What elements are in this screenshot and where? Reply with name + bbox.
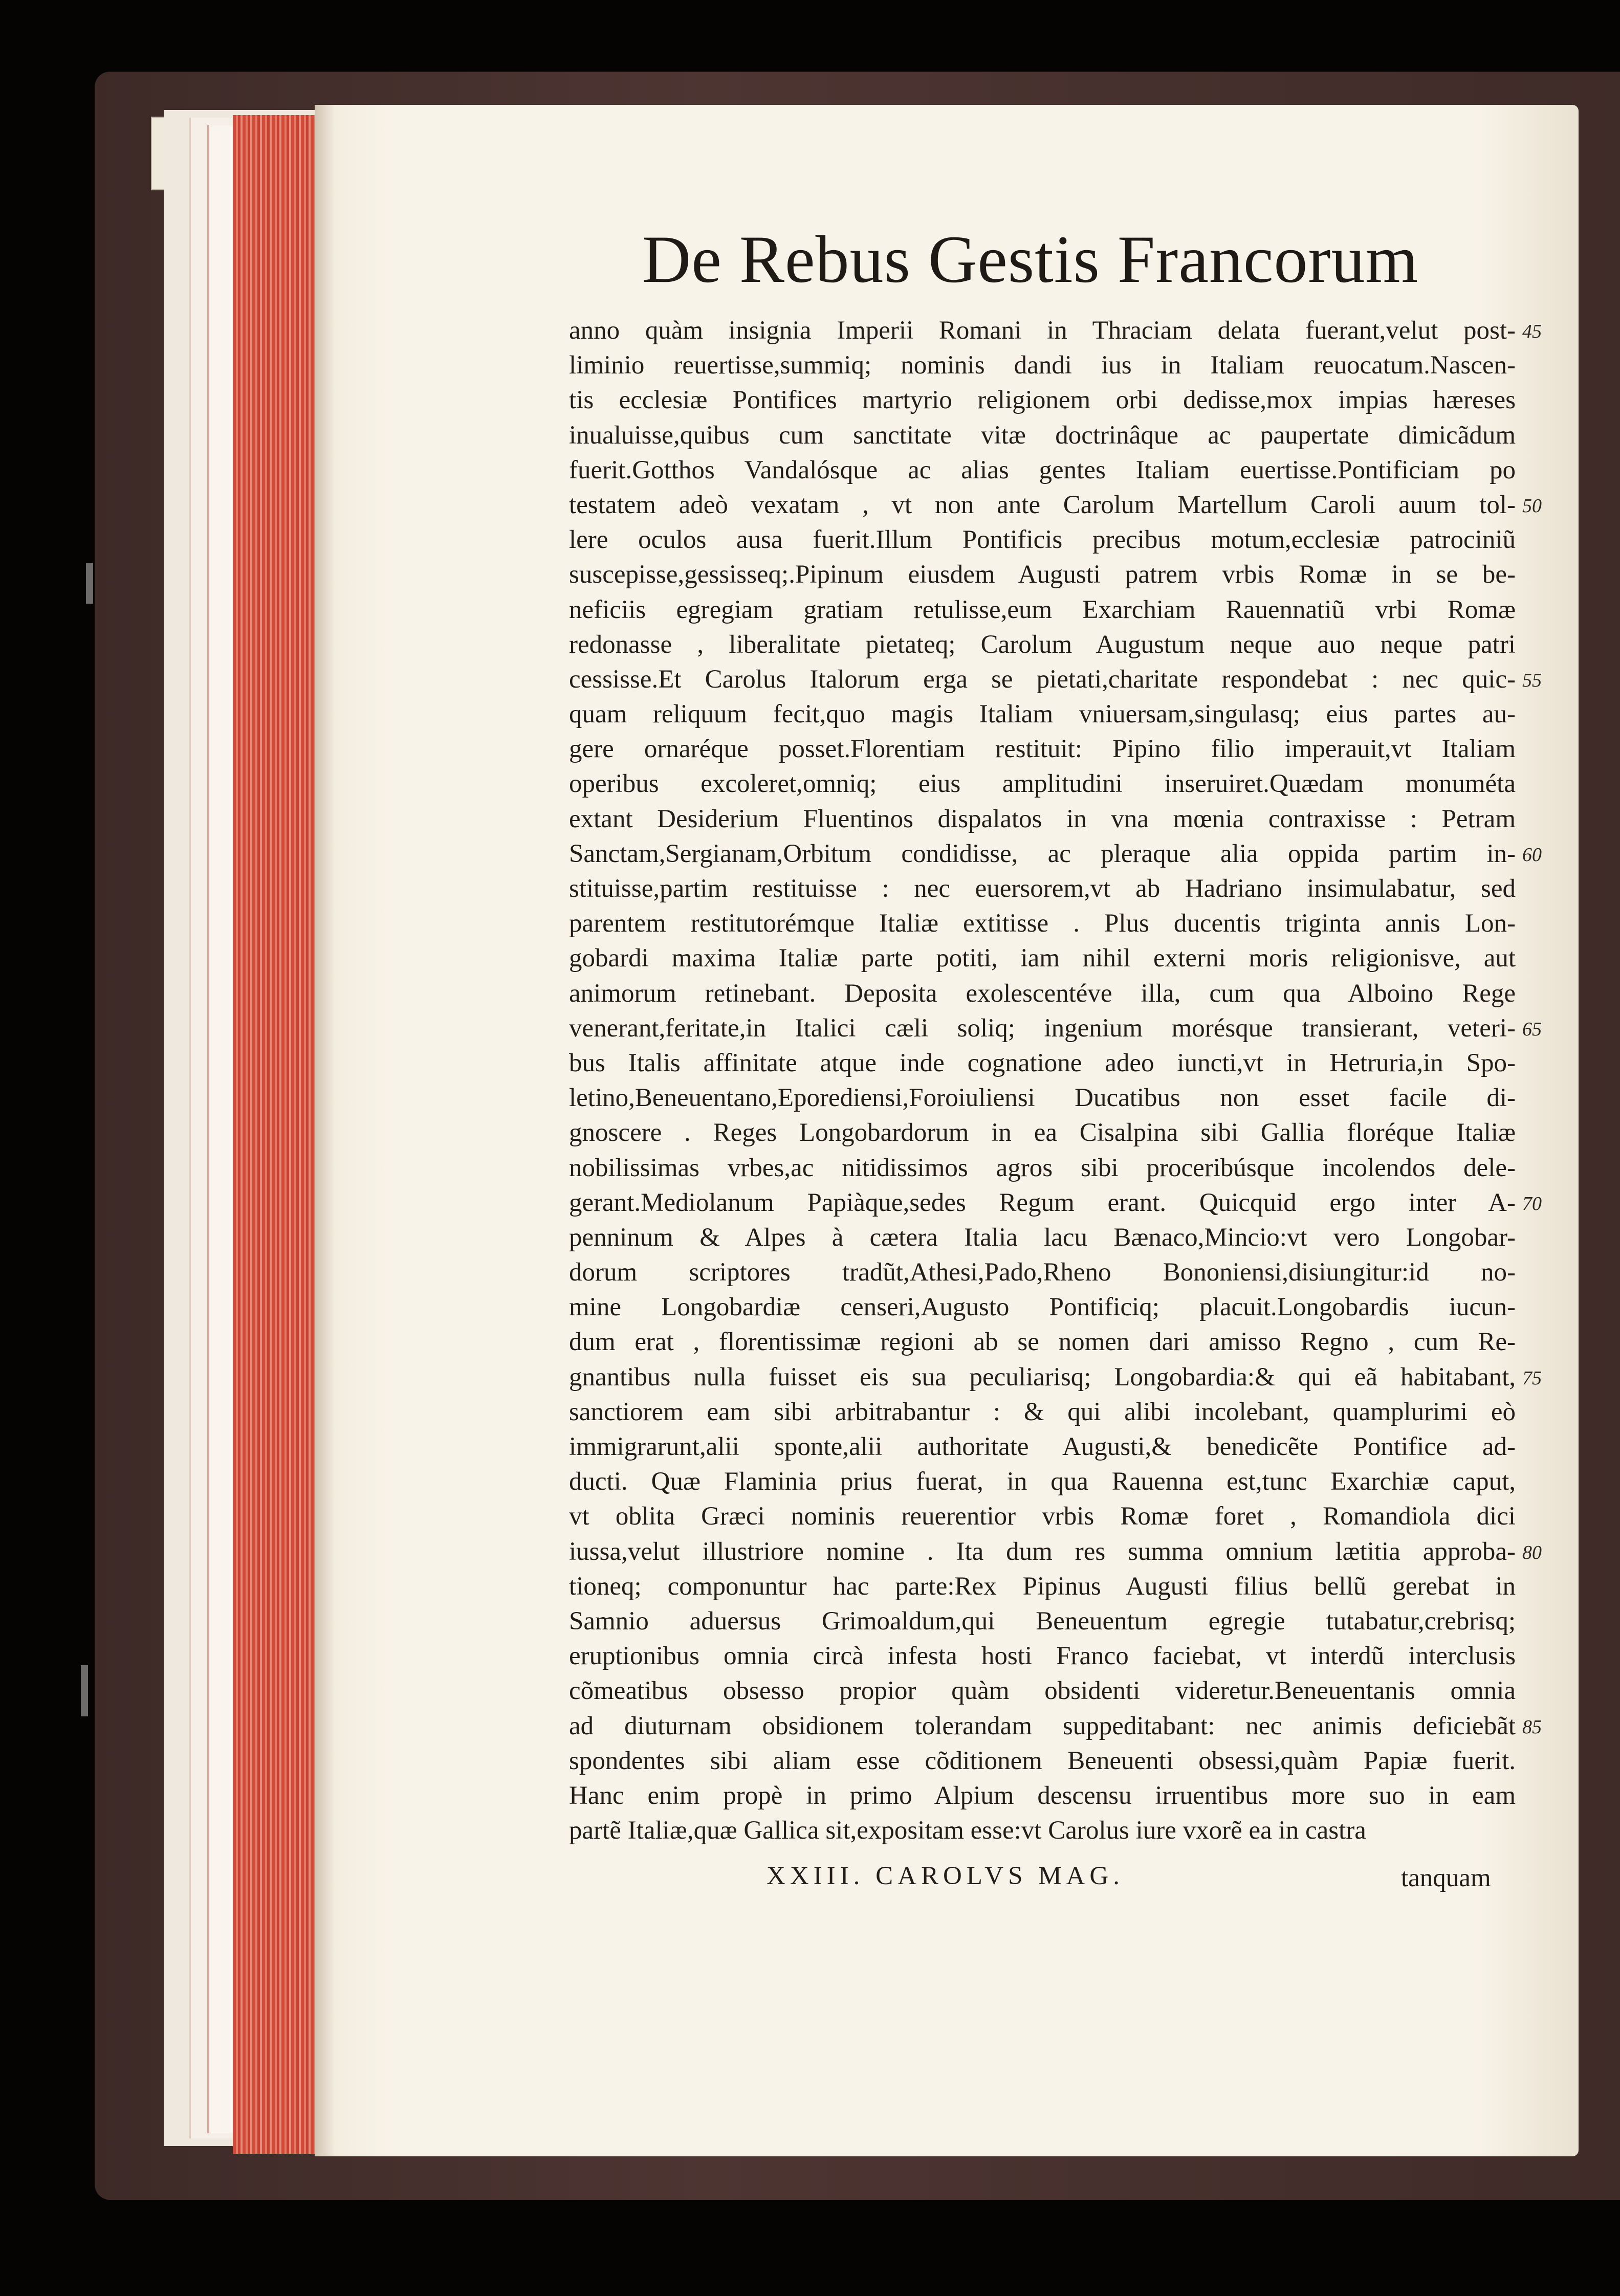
text-line: bus Italis affinitate atque inde cognatione adeo iuncti,vt in Hetruria,in Spo- — [569, 1048, 1516, 1077]
text-line: iussa,velut illustriore nomine . Ita dum res summa omnium lætitia approba- — [569, 1537, 1516, 1566]
page-gutter-shadow — [315, 105, 335, 2156]
text-line: sanctiorem eam sibi arbitrabantur : & qui alibi incolebant, quamplurimi eò — [569, 1397, 1516, 1426]
text-line: nobilissimas vrbes,ac nitidissimos agros sibi proceribúsque incolendos dele- — [569, 1153, 1516, 1182]
body-text — [569, 313, 1516, 1848]
text-line: mine Longobardiæ censeri,Augusto Pontificiq; placuit.Longobardis iucun- — [569, 1293, 1516, 1322]
margin-line-number: 80 — [1522, 1542, 1542, 1563]
text-line: neficiis egregiam gratiam retulisse,eum Exarchiam Rauennatiũ vrbi Romæ — [569, 595, 1516, 624]
margin-line-number: 60 — [1522, 844, 1542, 866]
text-line: liminio reuertisse,summiq; nominis dandi ius in Italiam reuocatum.Nascen- — [569, 351, 1516, 380]
text-line: quam reliquum fecit,quo magis Italiam vniuersam,singulasq; eius partes au- — [569, 700, 1516, 729]
text-line: dorum scriptores tradũt,Athesi,Pado,Rheno Bononiensi,disiungitur:id no- — [569, 1258, 1516, 1287]
catchword: tanquam — [1401, 1864, 1491, 1892]
text-line: stituisse,partim restituisse : nec euersorem,vt ab Hadriano insimulabatur, sed — [569, 874, 1516, 903]
margin-line-number: 45 — [1522, 321, 1542, 342]
text-line: suscepisse,gessisseq;.Pipinum eiusdem Augusti patrem vrbis Romæ in se be- — [569, 560, 1516, 589]
text-line: gnantibus nulla fuisset eis sua peculiarisq; Longobardia:& qui eã habitabant, — [569, 1362, 1516, 1392]
margin-line-number: 65 — [1522, 1019, 1542, 1040]
text-line: gnoscere . Reges Longobardorum in ea Cisalpina sibi Gallia floréque Italiæ — [569, 1118, 1516, 1147]
margin-line-number: 70 — [1522, 1193, 1542, 1215]
signature-mark: XXIII. CAROLVS MAG. — [767, 1862, 1124, 1890]
text-line: cõmeatibus obsesso propior quàm obsidenti videretur.Beneuentanis omnia — [569, 1676, 1516, 1706]
margin-line-number: 85 — [1522, 1716, 1542, 1738]
text-line: testatem adeò vexatam , vt non ante Carolum Martellum Caroli auum tol- — [569, 490, 1516, 519]
text-line: penninum & Alpes à cætera Italia lacu Bænaco,Mincio:vt vero Longobar- — [569, 1223, 1516, 1252]
text-line: cessisse.Et Carolus Italorum erga se pietati,charitate respondebat : nec quic- — [569, 665, 1516, 694]
text-line: partẽ Italiæ,quæ Gallica sit,expositam esse:vt Carolus iure vxorẽ ea in castra — [569, 1816, 1366, 1845]
text-line: redonasse , liberalitate pietateq; Carolum Augustum neque auo neque patri — [569, 630, 1516, 659]
text-line: ducti. Quæ Flaminia prius fuerat, in qua Rauenna est,tunc Exarchiæ caput, — [569, 1467, 1516, 1496]
text-line: immigrarunt,alii sponte,alii authoritate Augusti,& benedicẽte Pontifice ad- — [569, 1432, 1516, 1461]
text-line: venerant,feritate,in Italici cæli soliq; ingenium morésque transierant, veteri- — [569, 1013, 1516, 1043]
text-line: letino,Beneuentano,Eporediensi,Foroiuliensi Ducatibus non esset facile di- — [569, 1084, 1516, 1113]
text-line: parentem restitutorémque Italiæ extitisse . Plus ducentis triginta annis Lon- — [569, 909, 1516, 938]
text-line: tioneq; componuntur hac parte:Rex Pipinus Augusti filius bellũ gerebat in — [569, 1572, 1516, 1601]
clasp-top — [86, 563, 93, 604]
running-head: De Rebus Gestis Francorum — [642, 222, 1419, 297]
margin-line-number: 55 — [1522, 670, 1542, 691]
text-line: vt oblita Græci nominis reuerentior vrbis Romæ foret , Romandiola dici — [569, 1502, 1516, 1531]
margin-line-number: 50 — [1522, 495, 1542, 517]
text-line: extant Desiderium Fluentinos dispalatos in vna mœnia contraxisse : Petram — [569, 804, 1516, 833]
text-line: Sanctam,Sergianam,Orbitum condidisse, ac pleraque alia oppida partim in- — [569, 839, 1516, 868]
text-line: gobardi maxima Italiæ parte potiti, iam nihil externi moris religionisve, aut — [569, 944, 1516, 973]
text-line: Hanc enim propè in primo Alpium descensu irruentibus more suo in eam — [569, 1781, 1516, 1810]
text-line: anno quàm insignia Imperii Romani in Thraciam delata fuerant,velut post- — [569, 316, 1516, 345]
text-line: inualuisse,quibus cum sanctitate vitæ doctrinâque ac paupertate dimicãdum — [569, 421, 1516, 450]
text-line: lere oculos ausa fuerit.Illum Pontificis precibus motum,ecclesiæ patrociniũ — [569, 525, 1516, 555]
text-line: gerant.Mediolanum Papiàque,sedes Regum erant. Quicquid ergo inter A- — [569, 1188, 1516, 1217]
text-line: dum erat , florentissimæ regioni ab se nomen dari amisso Regno , cum Re- — [569, 1328, 1516, 1357]
text-line: gere ornaréque posset.Florentiam restituit: Pipino filio imperauit,vt Italiam — [569, 735, 1516, 764]
text-line: animorum retinebant. Deposita exolescentéve illa, cum qua Alboino Rege — [569, 979, 1516, 1008]
text-line: eruptionibus omnia circà infesta hosti Franco faciebat, vt interdũ interclusis — [569, 1642, 1516, 1671]
clasp-bottom — [81, 1665, 88, 1716]
text-line: fuerit.Gotthos Vandalósque ac alias gentes Italiam euertisse.Pontificiam po — [569, 455, 1516, 484]
text-line: spondentes sibi aliam esse cõditionem Beneuenti obsessi,quàm Papiæ fuerit. — [569, 1746, 1516, 1775]
text-line: tis ecclesiæ Pontifices martyrio religionem orbi dedisse,mox impias hæreses — [569, 386, 1516, 415]
text-line: Samnio aduersus Grimoaldum,qui Beneuentum egregie tutabatur,crebrisq; — [569, 1606, 1516, 1636]
text-line: operibus excoleret,omniq; eius amplitudini inseruiret.Quædam monuméta — [569, 769, 1516, 799]
margin-line-number: 75 — [1522, 1367, 1542, 1389]
text-line: ad diuturnam obsidionem tolerandam suppeditabant: nec animis deficiebãt — [569, 1711, 1516, 1740]
